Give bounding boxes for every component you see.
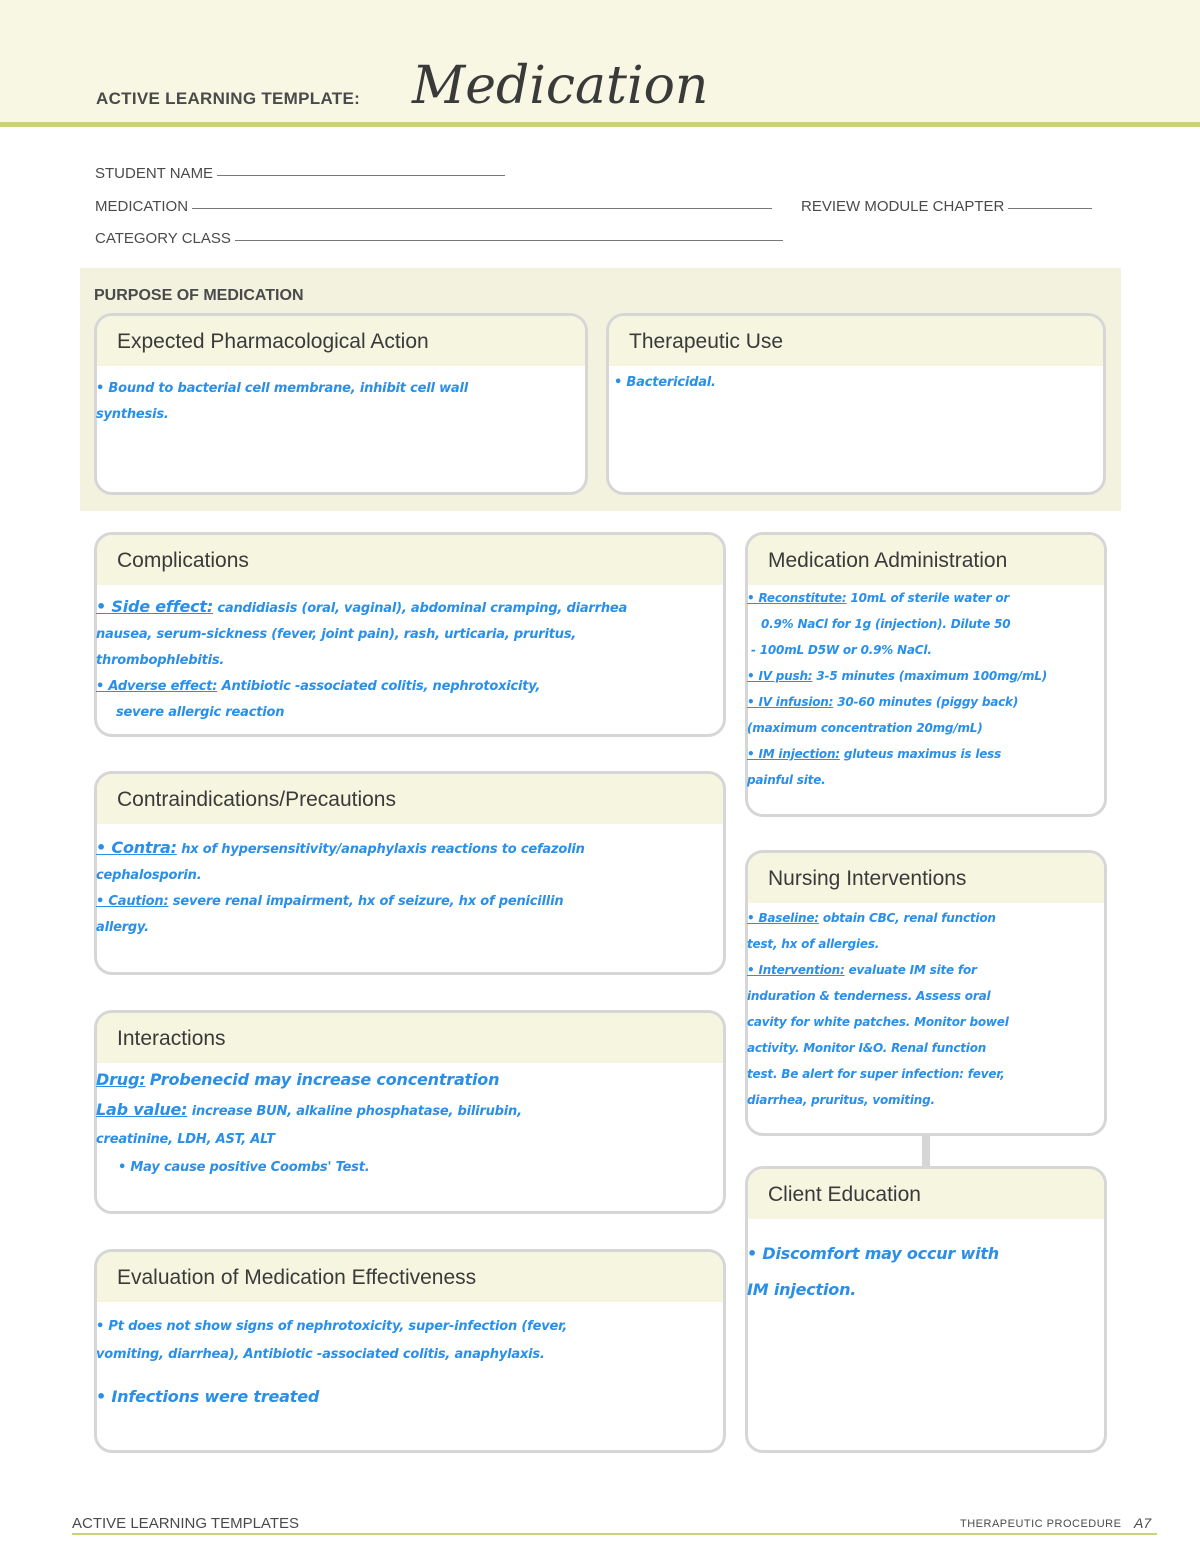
medication-line	[192, 207, 772, 209]
note-line: induration & tenderness. Assess oral	[747, 989, 991, 1003]
connector	[922, 1133, 930, 1166]
complications-title: Complications	[97, 535, 723, 585]
note-line: 30-60 minutes (piggy back)	[837, 695, 1019, 709]
iv-infusion-label: • IV infusion:	[747, 695, 834, 709]
footer-rule	[72, 1533, 1157, 1535]
category-class-line	[235, 239, 783, 241]
caution-label: • Caution:	[96, 894, 169, 909]
footer-right: THERAPEUTIC PROCEDURE	[960, 1518, 1122, 1530]
therapeutic-use-title: Therapeutic Use	[609, 316, 1103, 366]
note-line: vomiting, diarrhea), Antibiotic -associated colitis, anaphylaxis.	[96, 1347, 545, 1362]
therapeutic-use-card	[606, 313, 1106, 495]
student-name-field[interactable]	[95, 165, 505, 182]
note-line: evaluate IM site for	[848, 963, 977, 977]
category-class-field[interactable]	[95, 230, 783, 247]
note-line: test. Be alert for super infection: fever,	[747, 1067, 1005, 1081]
note-line: activity. Monitor I&O. Renal function	[747, 1041, 987, 1055]
evaluation-notes	[96, 1313, 567, 1411]
note-line: diarrhea, pruritus, vomiting.	[747, 1093, 935, 1107]
interactions-notes	[96, 1066, 522, 1182]
drug-label: Drug:	[96, 1070, 146, 1089]
category-class-label: CATEGORY CLASS	[95, 230, 231, 247]
note-line: • Infections were treated	[96, 1387, 320, 1406]
note-line: • Bactericidal.	[614, 375, 716, 390]
note-line: candidiasis (oral, vaginal), abdominal cramping, diarrhea	[217, 601, 628, 616]
im-injection-label: • IM injection:	[747, 747, 840, 761]
note-line: severe allergic reaction	[116, 705, 285, 720]
review-module-line	[1008, 207, 1092, 209]
note-line: Antibiotic -associated colitis, nephrotoxicity,	[221, 679, 541, 694]
expected-action-notes	[96, 376, 468, 428]
note-line: • Discomfort may occur with	[747, 1244, 999, 1263]
medication-label: MEDICATION	[95, 198, 189, 215]
iv-push-label: • IV push:	[747, 669, 813, 683]
note-line: increase BUN, alkaline phosphatase, bilirubin,	[191, 1104, 522, 1119]
complications-notes	[96, 594, 627, 726]
review-module-label: REVIEW MODULE CHAPTER	[801, 198, 1005, 215]
note-line: 0.9% NaCl for 1g (injection). Dilute 50	[761, 617, 1011, 631]
note-line: hx of hypersensitivity/anaphylaxis reactions to cefazolin	[181, 842, 585, 857]
page-title: Medication	[412, 56, 709, 116]
contraindications-title: Contraindications/Precautions	[97, 774, 723, 824]
footer-left: ACTIVE LEARNING TEMPLATES	[72, 1515, 299, 1532]
template-label: ACTIVE LEARNING TEMPLATE:	[96, 89, 361, 108]
purpose-label: PURPOSE OF MEDICATION	[94, 287, 304, 304]
expected-action-title: Expected Pharmacological Action	[97, 316, 585, 366]
note-line: (maximum concentration 20mg/mL)	[747, 721, 983, 735]
note-line: synthesis.	[96, 407, 169, 422]
administration-notes	[747, 585, 1047, 793]
review-module-field[interactable]	[801, 198, 1092, 215]
client-education-title: Client Education	[748, 1169, 1104, 1219]
note-line: severe renal impairment, hx of seizure, hx of penicillin	[172, 894, 564, 909]
nursing-title: Nursing Interventions	[748, 853, 1104, 903]
administration-title: Medication Administration	[748, 535, 1104, 585]
client-education-notes	[747, 1236, 999, 1308]
note-line: cephalosporin.	[96, 868, 202, 883]
nursing-notes	[747, 905, 1009, 1113]
note-line: - 100mL D5W or 0.9% NaCl.	[751, 643, 932, 657]
note-line: cavity for white patches. Monitor bowel	[747, 1015, 1009, 1029]
header-rule	[0, 122, 1200, 127]
note-line: thrombophlebitis.	[96, 653, 225, 668]
evaluation-title: Evaluation of Medication Effectiveness	[97, 1252, 723, 1302]
medication-field[interactable]	[95, 198, 772, 215]
note-line: gluteus maximus is less	[843, 747, 1002, 761]
student-name-label: STUDENT NAME	[95, 165, 214, 182]
note-line: Probenecid may increase concentration	[149, 1070, 500, 1089]
note-line: 3-5 minutes (maximum 100mg/mL)	[816, 669, 1047, 683]
page-number: A7	[1134, 1515, 1152, 1531]
note-line: IM injection.	[747, 1280, 857, 1299]
client-education-card	[745, 1166, 1107, 1453]
note-line: obtain CBC, renal function	[822, 911, 996, 925]
adverse-effect-label: • Adverse effect:	[96, 679, 218, 694]
note-line: painful site.	[747, 773, 826, 787]
lab-value-label: Lab value:	[96, 1100, 188, 1119]
note-line: • May cause positive Coombs' Test.	[118, 1160, 370, 1175]
reconstitute-label: • Reconstitute:	[747, 591, 847, 605]
note-line: test, hx of allergies.	[747, 937, 880, 951]
note-line: allergy.	[96, 920, 149, 935]
note-line: • Bound to bacterial cell membrane, inhibit cell wall	[96, 381, 468, 396]
note-line: • Pt does not show signs of nephrotoxicity, super-infection (fever,	[96, 1319, 568, 1334]
interactions-title: Interactions	[97, 1013, 723, 1063]
contra-label: • Contra:	[96, 838, 177, 857]
therapeutic-use-notes	[614, 370, 716, 396]
side-effect-label: • Side effect:	[96, 597, 214, 616]
intervention-label: • Intervention:	[747, 963, 845, 977]
note-line: creatinine, LDH, AST, ALT	[96, 1132, 275, 1147]
note-line: 10mL of sterile water or	[850, 591, 1010, 605]
student-name-line	[217, 174, 505, 176]
baseline-label: • Baseline:	[747, 911, 819, 925]
contraindications-notes	[96, 835, 585, 941]
note-line: nausea, serum-sickness (fever, joint pain), rash, urticaria, pruritus,	[96, 627, 577, 642]
